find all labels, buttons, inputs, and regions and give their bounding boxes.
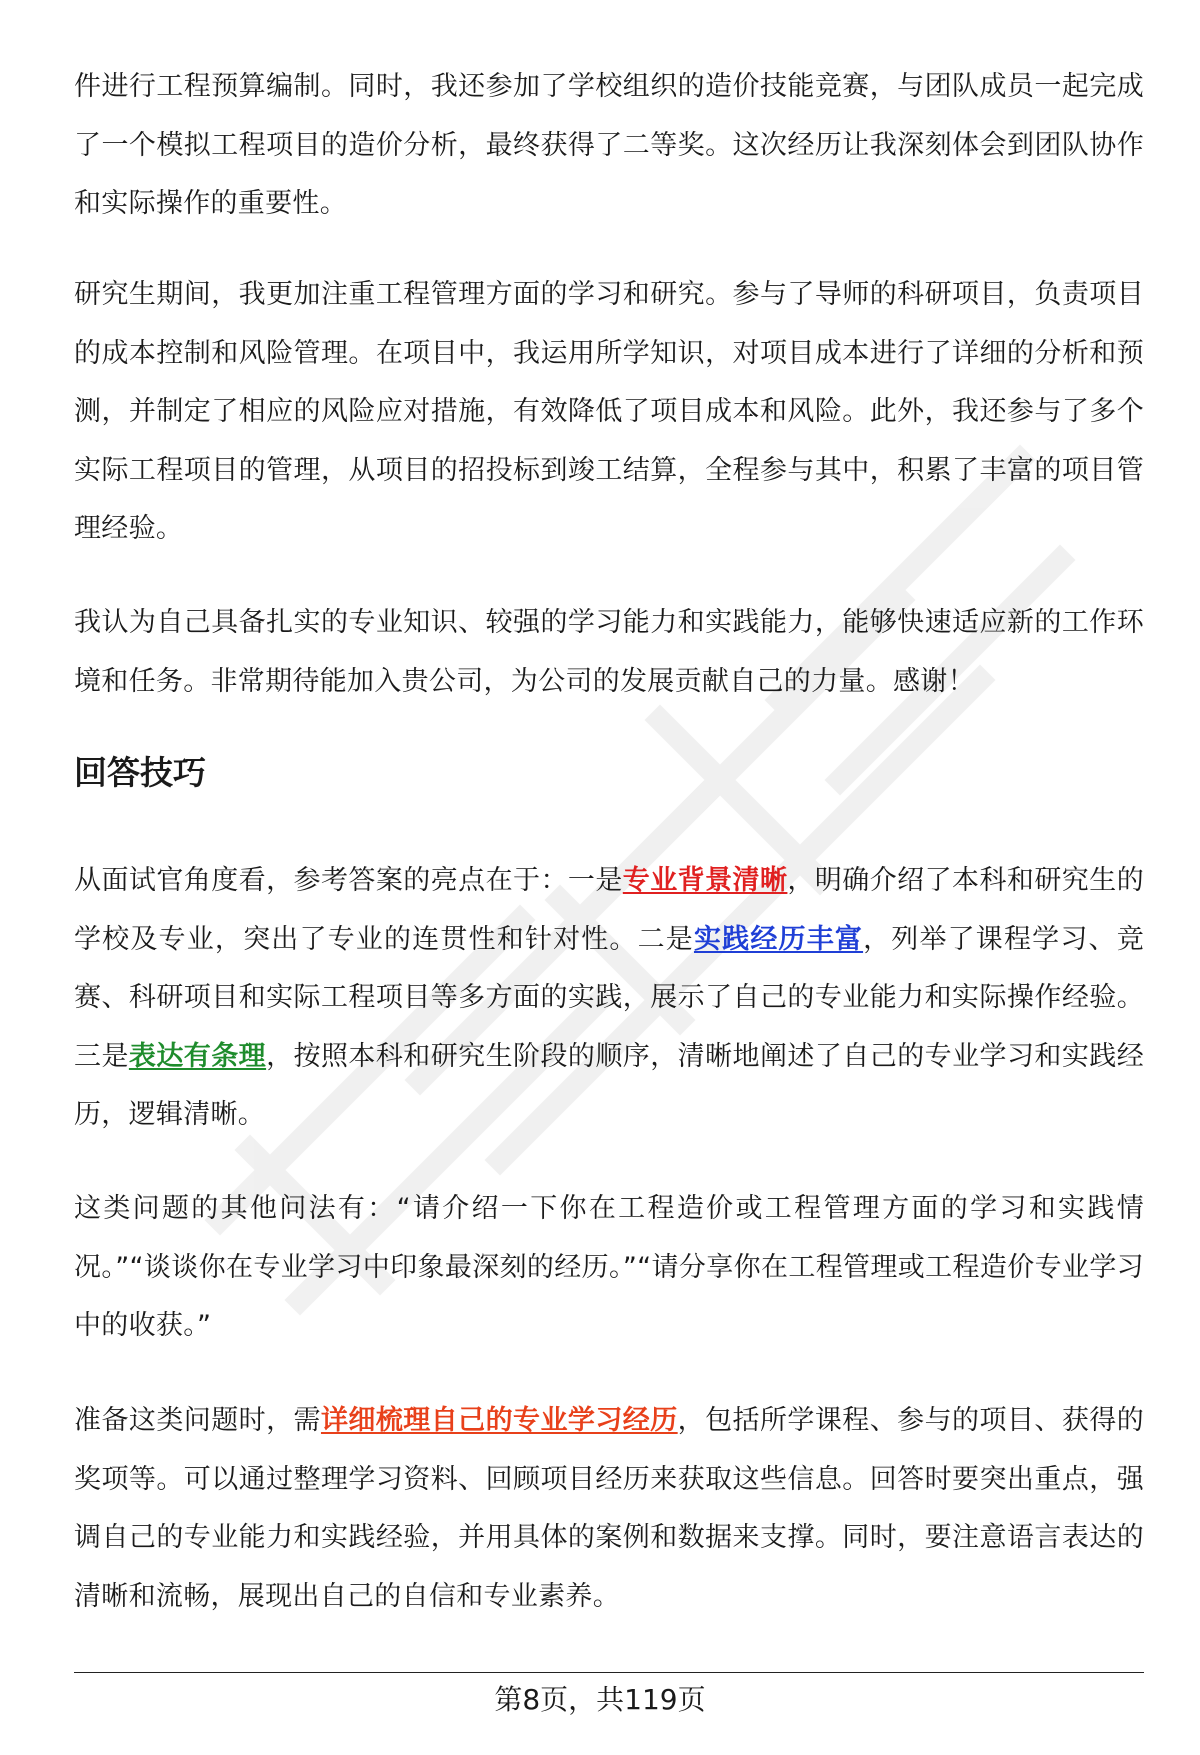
text-run: 准备这类问题时，需 bbox=[74, 1405, 321, 1436]
section-heading-answer-tips: 回答技巧 bbox=[74, 753, 206, 792]
text-run: 从面试官角度看，参考答案的亮点在于：一是 bbox=[74, 865, 623, 896]
paragraph-graduate-study: 研究生期间，我更加注重工程管理方面的学习和研究。参与了导师的科研项目，负责项目的成本控制和风险管理。在项目中，我运用所学知识，对项目成本进行了详细的分析和预测，并制定了相应的风险应对措施，有效降低了项目成本和风险。此外，我还参与了多个实际工程项目的管理，从项目的招投标到竣工结算，全程参与其中，积累了丰富的项目管理经验。 bbox=[74, 279, 1144, 544]
text-run: ，列举了课程学习、竞赛、科研项目和实际工程项目等多方面的实践，展示了自己的专业能力和实际操作经验。三是 bbox=[74, 923, 1145, 1072]
paragraph-alternative-questions: 这类问题的其他问法有：“请介绍一下你在工程造价或工程管理方面的学习和实践情况。”“谈谈你在专业学习中印象最深刻的经历。”“请分享你在工程管理或工程造价专业学习中的收获。” bbox=[74, 1193, 1144, 1341]
paragraph-preparation-advice bbox=[74, 1392, 1144, 1626]
highlight-organized-expression: 表达有条理 bbox=[128, 1040, 267, 1072]
paragraph-undergrad-competition: 件进行工程预算编制。同时，我还参加了学校组织的造价技能竞赛，与团队成员一起完成了一个模拟工程项目的造价分析，最终获得了二等奖。这次经历让我深刻体会到团队协作和实际操作的重要性。 bbox=[74, 71, 1144, 219]
highlight-practical-experience: 实践经历丰富 bbox=[693, 923, 864, 955]
highlight-review-study-experience: 详细梳理自己的专业学习经历 bbox=[320, 1405, 678, 1436]
footer-divider bbox=[74, 1672, 1144, 1673]
page-number: 第8页，共119页 bbox=[494, 1683, 706, 1716]
text-run: ，按照本科和研究生阶段的顺序，清晰地阐述了自己的专业学习和实践经历，逻辑清晰。 bbox=[74, 1040, 1145, 1130]
highlight-professional-background: 专业背景清晰 bbox=[622, 865, 788, 896]
text-run: ，包括所学课程、参与的项目、获得的奖项等。可以通过整理学习资料、回顾项目经历来获取这些信息。回答时要突出重点，强调自己的专业能力和实践经验，并用具体的案例和数据来支撑。同时，要注意语言表达的清晰和流畅，展现出自己的自信和专业素养。 bbox=[74, 1405, 1144, 1612]
paragraph-interviewer-perspective bbox=[74, 852, 1144, 1145]
paragraph-self-assessment: 我认为自己具备扎实的专业知识、较强的学习能力和实践能力，能够快速适应新的工作环境和任务。非常期待能加入贵公司，为公司的发展贡献自己的力量。感谢！ bbox=[74, 607, 1144, 697]
text-run: ，明确介绍了本科和研究生的学校及专业，突出了专业的连贯性和针对性。二是 bbox=[74, 865, 1144, 955]
